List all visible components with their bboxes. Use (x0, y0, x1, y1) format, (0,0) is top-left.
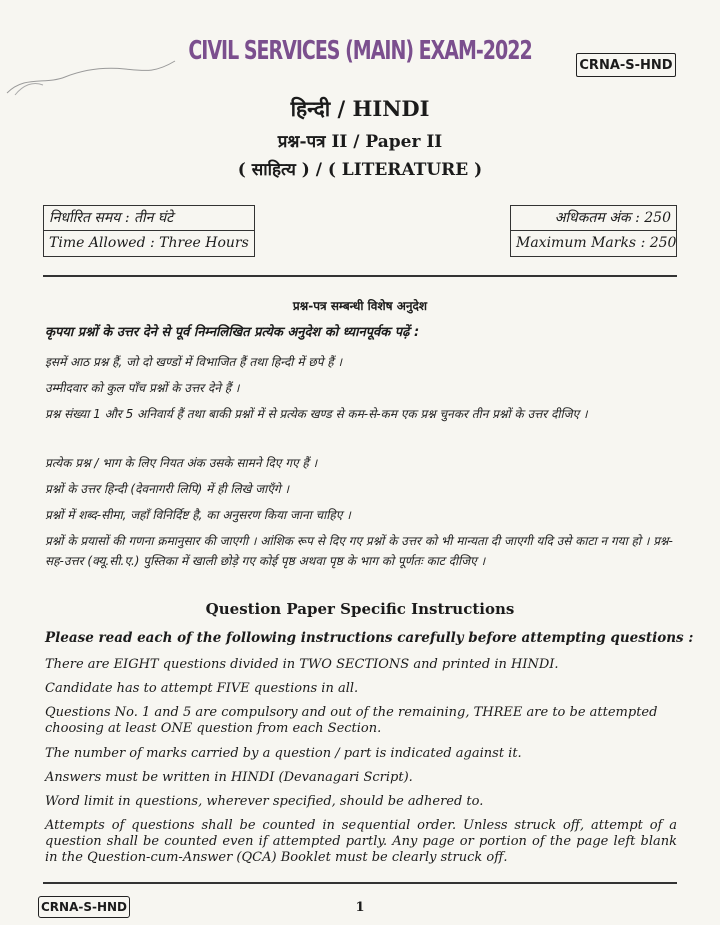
list-item: Attempts of questions shall be counted in sequential order. Unless struck off, attempt of a question shall be counted even if attempted partly. Any page or portion of the page left blank in the Question-cum-Answer (QCA) Booklet must be clearly struck off. (45, 818, 677, 865)
time-allowed-hindi: निर्धारित समय : तीन घंटे (44, 206, 254, 231)
list-item: प्रत्येक प्रश्न / भाग के लिए नियत अंक उसके सामने दिए गए हैं । (45, 456, 318, 470)
time-allowed-english: Time Allowed : Three Hours (49, 235, 249, 251)
hindi-instructions-list (45, 352, 677, 580)
list-item: The number of marks carried by a question / part is indicated against it. (45, 746, 522, 761)
english-instructions-heading: Question Paper Specific Instructions (205, 600, 515, 618)
divider-bottom (43, 882, 677, 884)
maximum-marks-english: Maximum Marks : 250 (516, 235, 677, 251)
list-item: इसमें आठ प्रश्न हैं, जो दो खण्डों में विभाजित हैं तथा हिन्दी में छपे हैं । (45, 355, 343, 369)
list-item: उम्मीदवार को कुल पाँच प्रश्नों के उत्तर देने हैं । (45, 381, 240, 395)
list-item: Answers must be written in HINDI (Devanagari Script). (45, 770, 413, 785)
footer-paper-code: CRNA-S-HND (38, 896, 130, 918)
list-item: Questions No. 1 and 5 are compulsory and out of the remaining, THREE are to be attempted choosing at least ONE question from each Section. (45, 705, 658, 736)
hindi-instructions-heading: प्रश्न-पत्र सम्बन्धी विशेष अनुदेश (292, 299, 428, 313)
exam-title: CIVIL SERVICES (MAIN) EXAM-2022 (188, 36, 532, 66)
list-item: प्रश्नों के उत्तर हिन्दी (देवनागरी लिपि) में ही लिखे जाएँगे । (45, 482, 290, 496)
page-number: 1 (355, 900, 365, 915)
time-allowed-box (43, 205, 255, 257)
list-item: प्रश्नों के प्रयासों की गणना क्रमानुसार की जाएगी । आंशिक रूप से दिए गए प्रश्नों के उत्तर को भी मान्यता दी जाएगी यदि उसे काटा न गया हो । प्रश्न-सह-उत्तर (क्यू.सी.ए.) पुस्तिका में खाली छोड़े गए कोई पृष्ठ अथवा पृष्ठ के भाग को पूर्णतः काट दीजिए । (45, 534, 673, 568)
paper-number: प्रश्न-पत्र II / Paper II (277, 132, 443, 152)
divider-top (43, 275, 677, 277)
list-item: प्रश्नों में शब्द-सीमा, जहाँ विनिर्दिष्ट है, का अनुसरण किया जाना चाहिए । (45, 508, 351, 522)
list-item: Word limit in questions, wherever specified, should be adhered to. (45, 794, 484, 809)
paper-section: ( साहित्य ) / ( LITERATURE ) (237, 160, 483, 180)
list-item: Candidate has to attempt FIVE questions in all. (45, 681, 359, 696)
english-instructions-subheading: Please read each of the following instructions carefully before attempting questions : (45, 630, 694, 646)
hindi-instructions-subheading: कृपया प्रश्नों के उत्तर देने से पूर्व निम्नलिखित प्रत्येक अनुदेश को ध्यानपूर्वक पढ़ें : (45, 325, 420, 340)
list-item: There are EIGHT questions divided in TWO SECTIONS and printed in HINDI. (45, 657, 559, 672)
subject-title: हिन्दी / HINDI (290, 96, 430, 121)
list-item: प्रश्न संख्या 1 और 5 अनिवार्य हैं तथा बाकी प्रश्नों में से प्रत्येक खण्ड से कम-से-कम एक प्रश्न चुनकर तीन प्रश्नों के उत्तर दीजिए । (45, 407, 588, 421)
english-instructions-list (45, 654, 677, 867)
maximum-marks-hindi: अधिकतम अंक : 250 (511, 206, 676, 231)
paper-code-badge: CRNA-S-HND (576, 53, 676, 77)
maximum-marks-box (510, 205, 677, 257)
